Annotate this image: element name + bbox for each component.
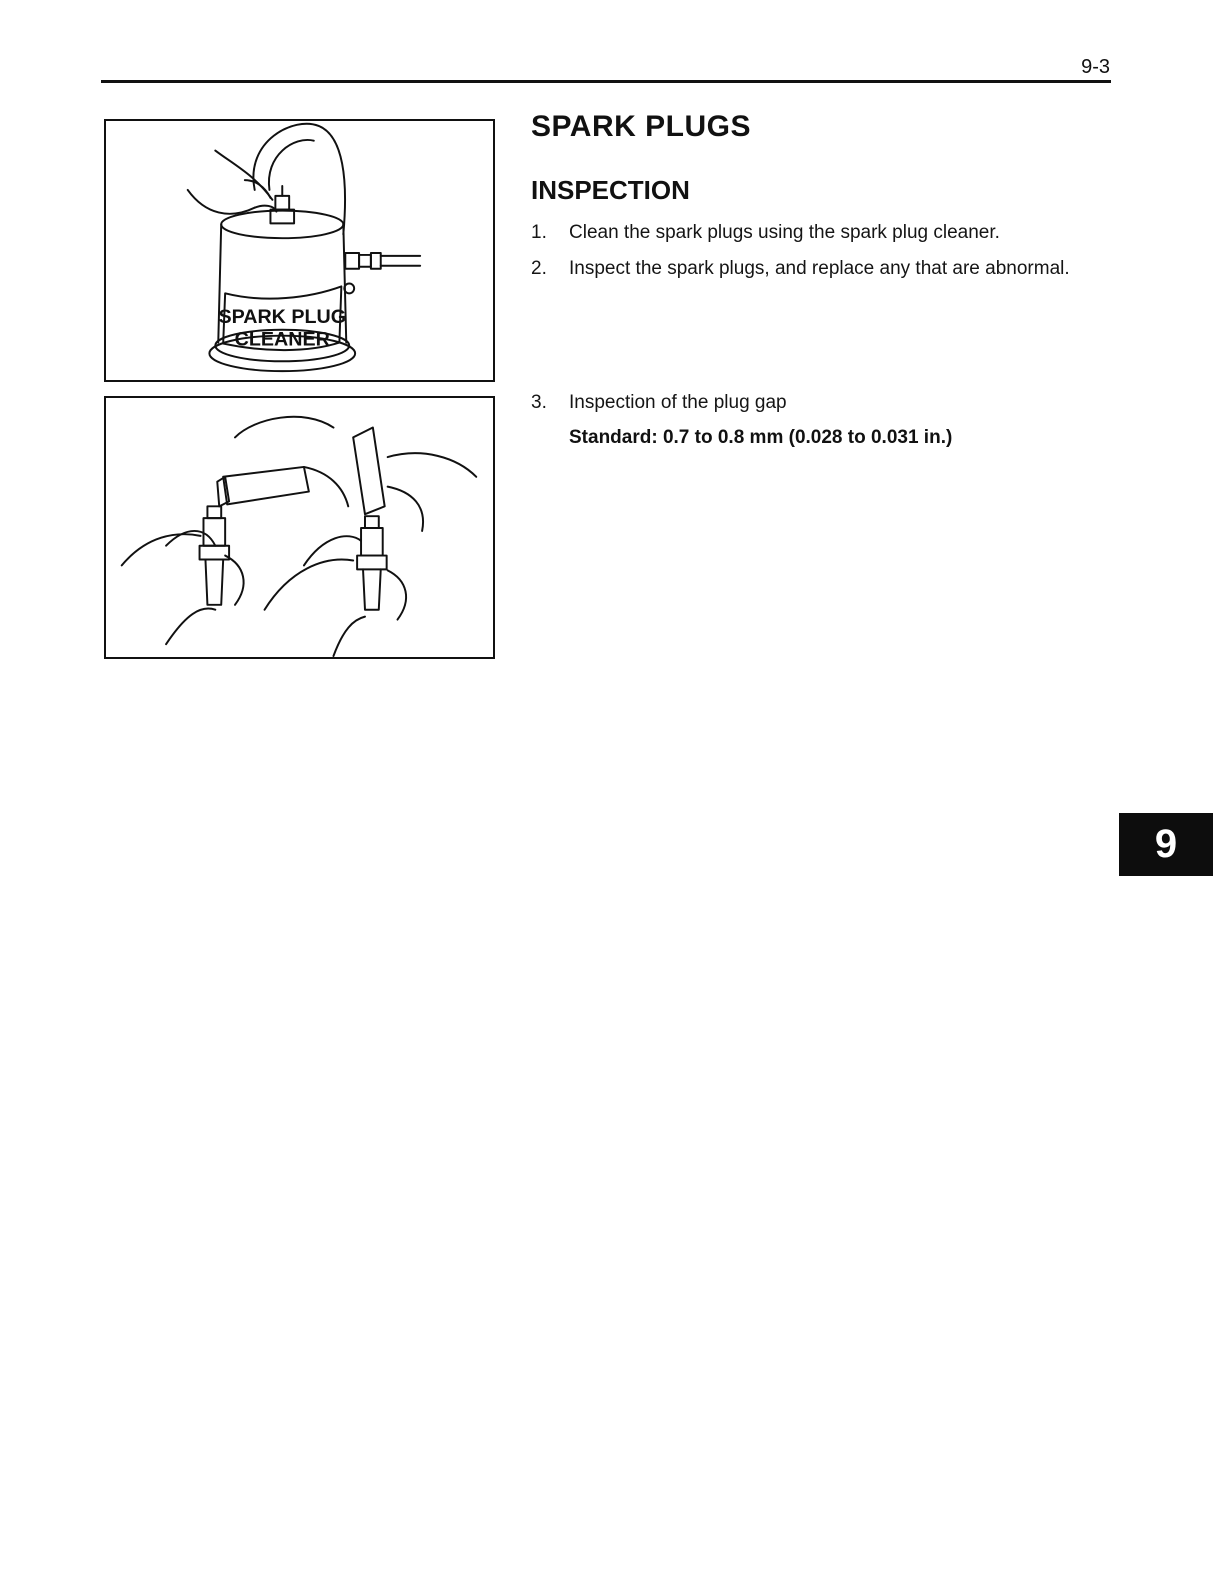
cleaner-label-line2: CLEANER [234,328,330,351]
step-text: Inspection of the plug gap [569,392,787,413]
inspection-subtitle: INSPECTION [531,175,690,205]
step-number: 2. [531,258,547,279]
section-title: SPARK PLUGS [531,110,751,143]
step-3 [531,392,787,414]
spark-plug-cleaner-drawing [106,121,493,380]
chapter-tab: 9 [1119,813,1213,876]
step-text: Inspect the spark plugs, and replace any that are abnormal. [569,258,1070,279]
step-number: 3. [531,392,547,413]
step-1 [531,222,1000,244]
plug-gap-standard: Standard: 0.7 to 0.8 mm (0.028 to 0.031 in.) [569,427,953,448]
plug-gap-drawing [106,398,493,657]
step-number: 1. [531,222,547,243]
page-number: 9-3 [1081,56,1110,78]
step-text: Clean the spark plugs using the spark plug cleaner. [569,222,1000,243]
header-rule [101,80,1111,83]
step-2 [531,258,1070,280]
spark-plug-cleaner-illustration [104,119,495,382]
plug-gap-inspection-illustration [104,396,495,659]
cleaner-label-line1: SPARK PLUG [218,305,347,328]
